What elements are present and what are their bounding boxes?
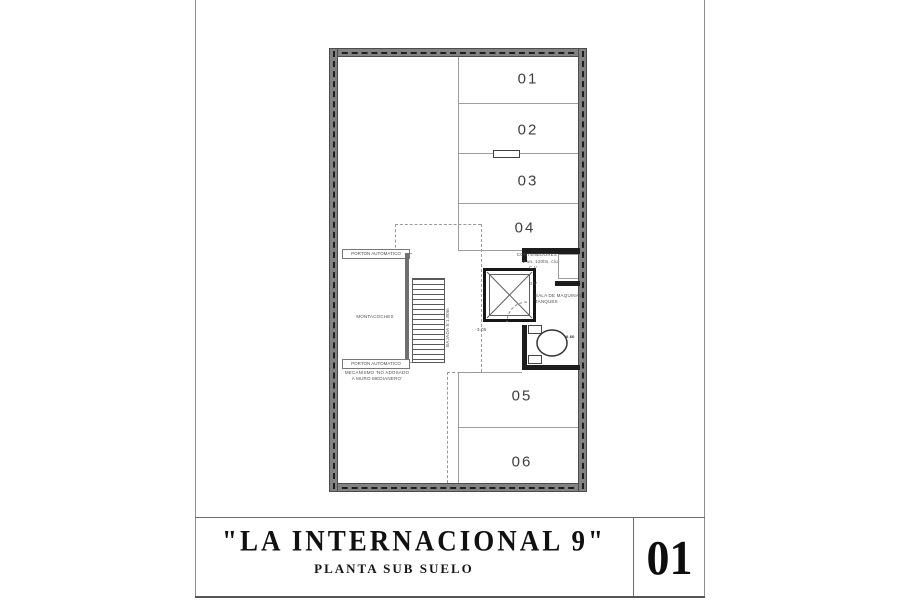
contenedores-label-line2: 2 un. 120lts. c/u. xyxy=(522,259,560,264)
dimension-label: 0.60 xyxy=(566,334,575,339)
room-label: 02 xyxy=(517,121,539,139)
project-title: "LA INTERNACIONAL 9" xyxy=(221,524,607,558)
montacoches-label: MONTACOCHES xyxy=(356,314,394,319)
titleblock-title-cell xyxy=(196,519,632,597)
porton-automatico-top-label: PORTON AUTOMATICO xyxy=(342,249,410,259)
sala-de-maquinas-label: SALA DE MAQUINAS xyxy=(535,293,583,298)
room-label: 05 xyxy=(511,387,533,405)
titleblock-pagenum-cell xyxy=(634,517,705,597)
cv-label: C.V xyxy=(529,265,538,270)
titleblock-top-line xyxy=(195,517,705,518)
plan-detail-overlay xyxy=(329,48,587,492)
room-label: 04 xyxy=(514,219,536,237)
ramp-label: BAJADA h:1.80m xyxy=(445,308,450,347)
room-label: 06 xyxy=(511,453,533,471)
mecanismo-note-line2: A MURO MEDIANERO' xyxy=(351,376,403,381)
mecanismo-note-line1: MECANISMO 'NO ADOSADO xyxy=(344,370,410,375)
floor-plan xyxy=(329,48,587,492)
dv-label: D.V xyxy=(529,281,538,286)
tanques-label: TANQUES xyxy=(535,299,558,304)
level-marker: -3.05 xyxy=(475,327,487,332)
toilet-fixture xyxy=(537,330,567,356)
sheet-number: 01 xyxy=(646,530,693,584)
room-label: 01 xyxy=(517,70,539,88)
porton-automatico-bottom-label: PORTON AUTOMATICO xyxy=(342,359,410,369)
sheet-subtitle: PLANTA SUB SUELO xyxy=(314,561,474,576)
contenedores-label-line1: CONTENEDORES xyxy=(516,252,558,257)
room-label: 03 xyxy=(517,172,539,190)
door-swing-arc xyxy=(507,302,527,322)
